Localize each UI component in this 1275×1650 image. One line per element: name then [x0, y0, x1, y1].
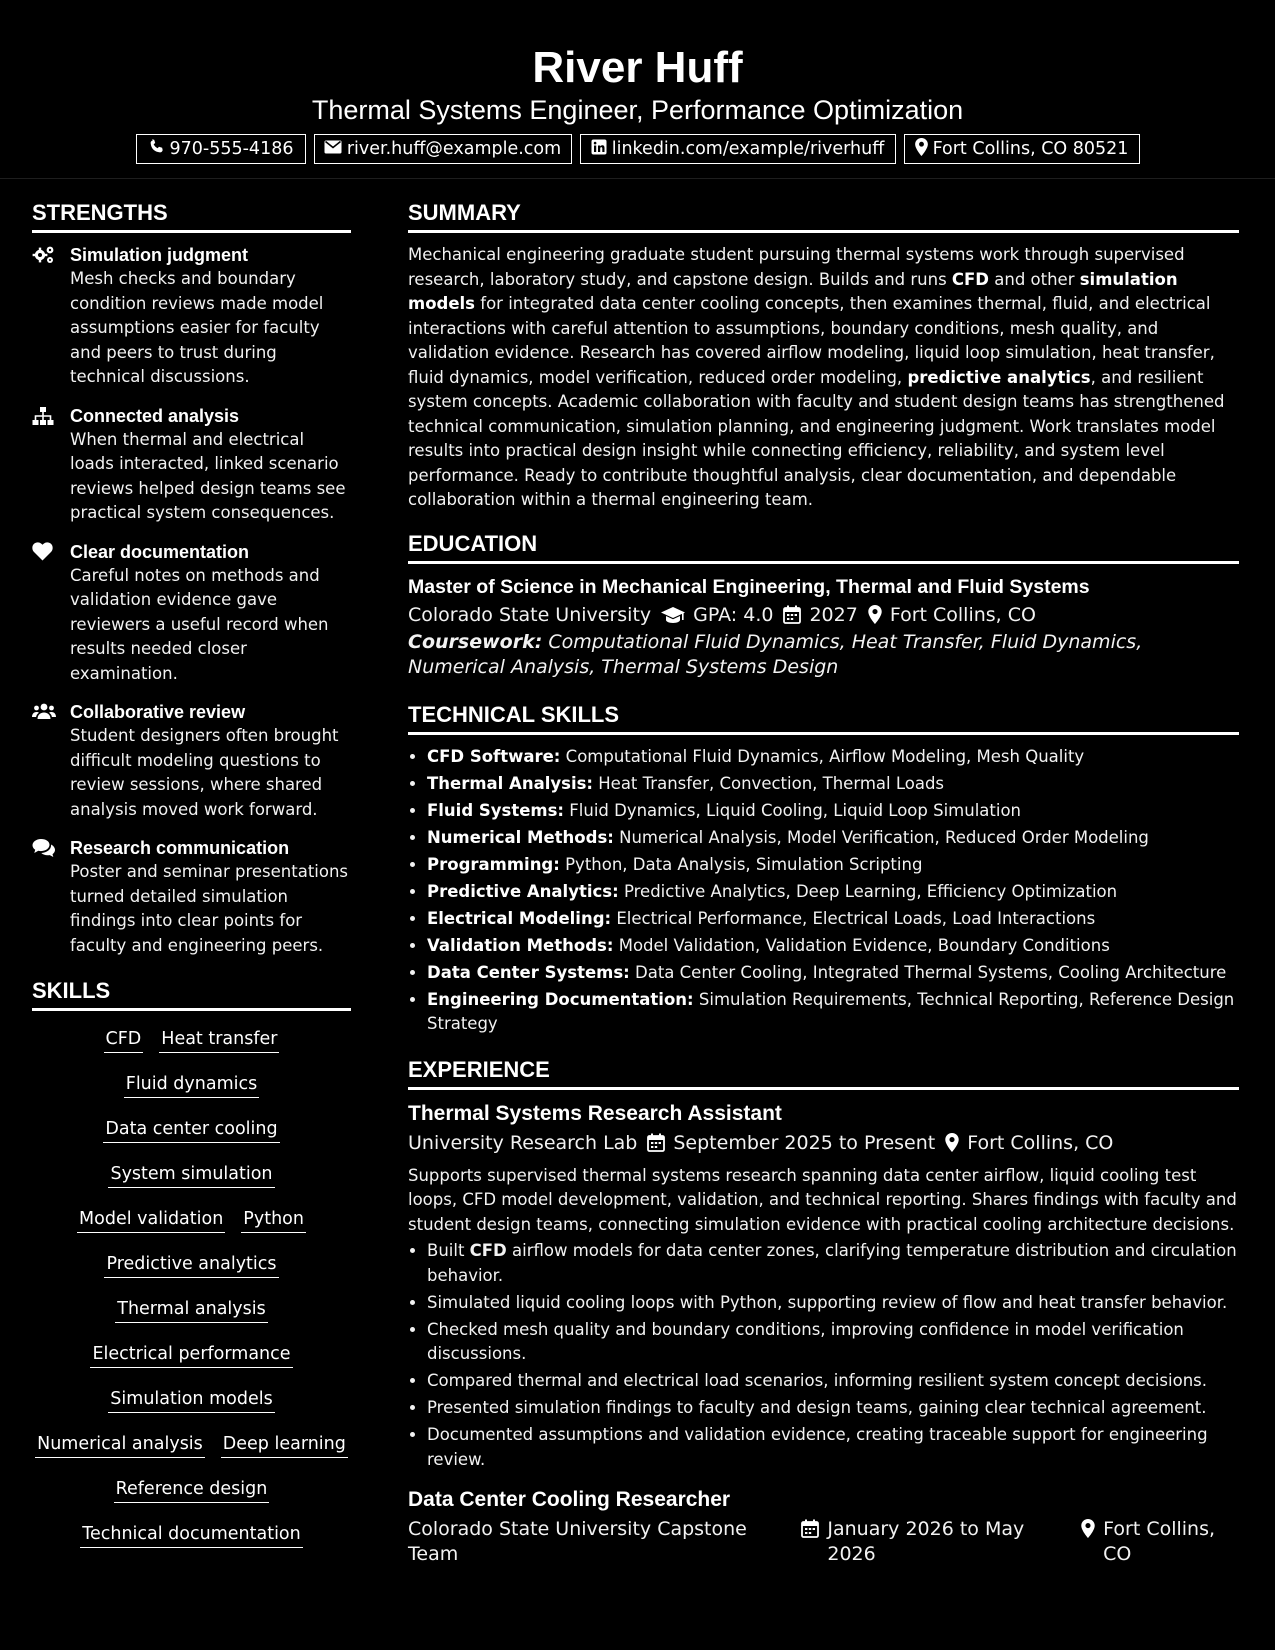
skill-category: Thermal Analysis:: [427, 773, 594, 793]
summary-paragraph: [408, 243, 1239, 513]
summary-text: and other: [989, 269, 1080, 289]
skill-tag: Python: [241, 1207, 306, 1233]
technical-skills-heading: TECHNICAL SKILLS: [408, 700, 1239, 735]
contact-bar: [0, 134, 1275, 164]
job-location: Fort Collins, CO: [967, 1131, 1114, 1154]
map-pin-icon: [915, 138, 933, 161]
job-title: Data Center Cooling Researcher: [408, 1488, 731, 1511]
strength-item: [32, 404, 351, 526]
strength-item: [32, 540, 351, 687]
skill-tag: Fluid dynamics: [124, 1072, 259, 1098]
list-item: [427, 826, 1239, 851]
skill-tag: Predictive analytics: [104, 1252, 278, 1278]
list-item: [427, 988, 1239, 1037]
skill-values: Data Center Cooling, Integrated Thermal Systems, Cooling Architecture: [635, 962, 1227, 982]
strength-description: Careful notes on methods and validation evidence gave reviewers a useful record when results needed closer examination.: [70, 565, 329, 683]
bullet-text: Simulated liquid cooling loops with Python, supporting review of flow and heat transfer behavior.: [427, 1292, 1228, 1312]
job-dates: January 2026 to May 2026: [827, 1518, 1025, 1565]
candidate-title: Thermal Systems Engineer, Performance Optimization: [311, 95, 964, 125]
skill-category: Fluid Systems:: [427, 800, 565, 820]
contact-linkedin[interactable]: [580, 134, 896, 164]
skill-values: Model Validation, Validation Evidence, Boundary Conditions: [618, 935, 1110, 955]
skill-tag: Thermal analysis: [115, 1297, 268, 1323]
job-meta: [408, 1517, 1239, 1567]
contact-location-text: Fort Collins, CO 80521: [932, 139, 1129, 159]
users-icon: [32, 700, 70, 822]
job-organization: University Research Lab: [408, 1131, 638, 1154]
linkedin-icon: [591, 139, 612, 160]
list-item: [427, 907, 1239, 932]
skill-category: Data Center Systems:: [427, 962, 630, 982]
skill-values: Fluid Dynamics, Liquid Cooling, Liquid Loop Simulation: [569, 800, 1022, 820]
job-title: Thermal Systems Research Assistant: [408, 1101, 782, 1125]
skill-tag: Model validation: [77, 1207, 225, 1233]
summary-text: , and resilient system concepts. Academic collaboration with faculty and student design teams has strengthened technical communication, simulation planning, and engineering judgment. Work translates model results into practical design insight while connecting efficiency, reliability, and system level performance. Ready to contribute thoughtful analysis, clear documentation, and dependable collaboration within a thermal engineering team.: [408, 367, 1225, 509]
bullet-text: Documented assumptions and validation evidence, creating traceable support for engineering review.: [427, 1425, 1208, 1469]
experience-entry: [408, 1486, 1239, 1567]
strength-item: [32, 836, 351, 958]
skill-tag: System simulation: [108, 1162, 274, 1188]
map-pin-icon: [868, 605, 882, 624]
bullet-text: Compared thermal and electrical load scenarios, informing resilient system concept decisions.: [427, 1371, 1207, 1390]
skill-values: Numerical Analysis, Model Verification, Reduced Order Modeling: [619, 827, 1149, 847]
comments-icon: [32, 836, 70, 958]
skill-values: Heat Transfer, Convection, Thermal Loads: [598, 773, 945, 793]
list-item: [427, 1239, 1239, 1288]
gpa-value: GPA: 4.0: [693, 603, 774, 626]
candidate-name: River Huff: [532, 43, 743, 92]
bullet-emphasis: CFD: [469, 1241, 507, 1260]
strengths-heading: STRENGTHS: [32, 198, 351, 233]
graduation-year: 2027: [809, 603, 858, 626]
heart-icon: [32, 540, 70, 687]
skill-tag: Numerical analysis: [35, 1432, 205, 1458]
education-meta: [408, 600, 1239, 630]
left-column: [32, 198, 351, 1548]
right-column: [408, 198, 1239, 1575]
strength-title: Simulation judgment: [70, 245, 248, 265]
calendar-icon: [783, 605, 801, 624]
skill-tag: Heat transfer: [159, 1027, 279, 1053]
bullet-text: Presented simulation findings to faculty and design teams, gaining clear technical agreement.: [427, 1398, 1207, 1417]
summary-text: for integrated data center cooling concepts, then examines thermal, fluid, and electrical interactions with careful attention to assumptions, boundary conditions, mesh quality, and validation evidence. Research has covered airflow modeling, liquid loop simulation, heat transfer, fluid dynamics, model verification, reduced order modeling,: [408, 294, 1215, 387]
strength-description: When thermal and electrical loads interacted, linked scenario reviews helped design teams see practical system consequences.: [70, 429, 346, 522]
map-pin-icon: [1081, 1519, 1095, 1538]
job-organization: Colorado State University Capstone Team: [408, 1518, 747, 1565]
list-item: [427, 880, 1239, 905]
envelope-icon: [324, 139, 347, 159]
experience-heading: EXPERIENCE: [408, 1055, 1239, 1090]
list-item: [427, 934, 1239, 959]
strength-description: Poster and seminar presentations turned detailed simulation findings into clear points for faculty and engineering peers.: [70, 862, 349, 955]
job-summary: Supports supervised thermal systems research spanning data center airflow, liquid cooling test loops, CFD model development, validation, and technical reporting. Shares findings with faculty and student design teams, connecting simulation evidence with practical cooling architecture decisions.: [408, 1165, 1237, 1234]
resume-header: [0, 0, 1275, 179]
contact-phone-text: 970-555-4186: [169, 139, 294, 159]
education-heading: EDUCATION: [408, 529, 1239, 564]
skill-tag: Deep learning: [221, 1432, 348, 1458]
skill-tag: Simulation models: [108, 1387, 274, 1413]
strength-description: Mesh checks and boundary condition reviews made model assumptions easier for faculty and peers to trust during technical discussions.: [70, 269, 324, 386]
skill-tag: Electrical performance: [90, 1342, 292, 1368]
list-item: [427, 1318, 1239, 1367]
education-location: Fort Collins, CO: [889, 603, 1036, 626]
skill-category: Validation Methods:: [427, 935, 614, 955]
skill-category: Electrical Modeling:: [427, 908, 612, 928]
summary-emphasis: simulation models: [408, 269, 1178, 313]
bullet-text: Checked mesh quality and boundary conditions, improving confidence in model verification discussions.: [427, 1319, 1184, 1363]
bullet-text: airflow models for data center zones, clarifying temperature distribution and circulation behavior.: [427, 1241, 1237, 1285]
summary-emphasis: predictive analytics: [907, 367, 1091, 387]
strength-title: Connected analysis: [70, 405, 240, 426]
coursework: [408, 630, 1239, 680]
skill-tag: Data center cooling: [103, 1117, 279, 1143]
strength-title: Collaborative review: [70, 702, 246, 722]
list-item: [427, 799, 1239, 824]
calendar-icon: [647, 1133, 665, 1152]
map-pin-icon: [945, 1133, 959, 1152]
skill-category: Engineering Documentation:: [427, 989, 694, 1009]
skill-values: Simulation Requirements, Technical Reporting, Reference Design Strategy: [427, 989, 1235, 1033]
skill-values: Electrical Performance, Electrical Loads, Load Interactions: [616, 908, 1096, 928]
phone-icon: [148, 138, 170, 160]
skill-tag: Technical documentation: [80, 1522, 302, 1548]
skill-category: CFD Software:: [427, 746, 561, 766]
skill-category: Programming:: [427, 854, 560, 874]
skill-values: Computational Fluid Dynamics, Airflow Modeling, Mesh Quality: [565, 746, 1085, 766]
coursework-list: Computational Fluid Dynamics, Heat Transfer, Fluid Dynamics, Numerical Analysis, Thermal Systems Design: [408, 630, 1143, 678]
skill-category: Predictive Analytics:: [427, 881, 619, 901]
calendar-icon: [801, 1519, 819, 1538]
contact-linkedin-text: linkedin.com/example/riverhuff: [611, 139, 885, 159]
contact-location: [904, 134, 1140, 164]
skill-values: Python, Data Analysis, Simulation Scripting: [565, 854, 923, 874]
strength-item: [32, 700, 351, 822]
skill-values: Predictive Analytics, Deep Learning, Efficiency Optimization: [623, 881, 1118, 901]
job-dates: September 2025 to Present: [673, 1131, 936, 1154]
contact-phone[interactable]: [136, 134, 306, 164]
skill-tag: Reference design: [114, 1477, 270, 1503]
list-item: [427, 1396, 1239, 1421]
gears-icon: [32, 243, 70, 390]
strength-title: Research communication: [70, 838, 290, 858]
strength-title: Clear documentation: [70, 541, 250, 562]
technical-skills-list: [408, 745, 1239, 1037]
contact-email-text: river.huff@example.com: [346, 139, 562, 159]
skill-tag: CFD: [104, 1027, 144, 1053]
summary-heading: SUMMARY: [408, 198, 1239, 233]
list-item: [427, 853, 1239, 878]
strength-item: [32, 243, 351, 390]
job-meta: [408, 1131, 1239, 1156]
degree-title: Master of Science in Mechanical Engineering, Thermal and Fluid Systems: [408, 575, 1090, 598]
list-item: [427, 1423, 1239, 1472]
summary-text: Mechanical engineering graduate student pursuing thermal systems work through supervised research, laboratory study, and capstone design. Builds and runs: [408, 245, 1185, 289]
graduation-cap-icon: [661, 606, 685, 624]
list-item: [427, 772, 1239, 797]
skill-category: Numerical Methods:: [427, 827, 614, 847]
job-bullets: [408, 1239, 1239, 1472]
coursework-label: Coursework:: [408, 630, 543, 653]
experience-entry: [408, 1100, 1239, 1473]
school-name: Colorado State University: [408, 603, 652, 626]
list-item: [427, 961, 1239, 986]
list-item: [427, 1291, 1239, 1316]
contact-email[interactable]: [314, 134, 572, 164]
job-location: Fort Collins, CO: [1103, 1518, 1216, 1565]
strength-description: Student designers often brought difficult modeling questions to review sessions, where shared analysis moved work forward.: [70, 726, 339, 819]
list-item: [427, 1369, 1239, 1394]
sitemap-icon: [32, 404, 70, 526]
skills-heading: SKILLS: [32, 976, 351, 1011]
summary-emphasis: CFD: [951, 269, 989, 289]
list-item: [427, 745, 1239, 770]
bullet-text: Built: [427, 1241, 470, 1260]
skills-tag-cloud: [32, 1021, 351, 1548]
